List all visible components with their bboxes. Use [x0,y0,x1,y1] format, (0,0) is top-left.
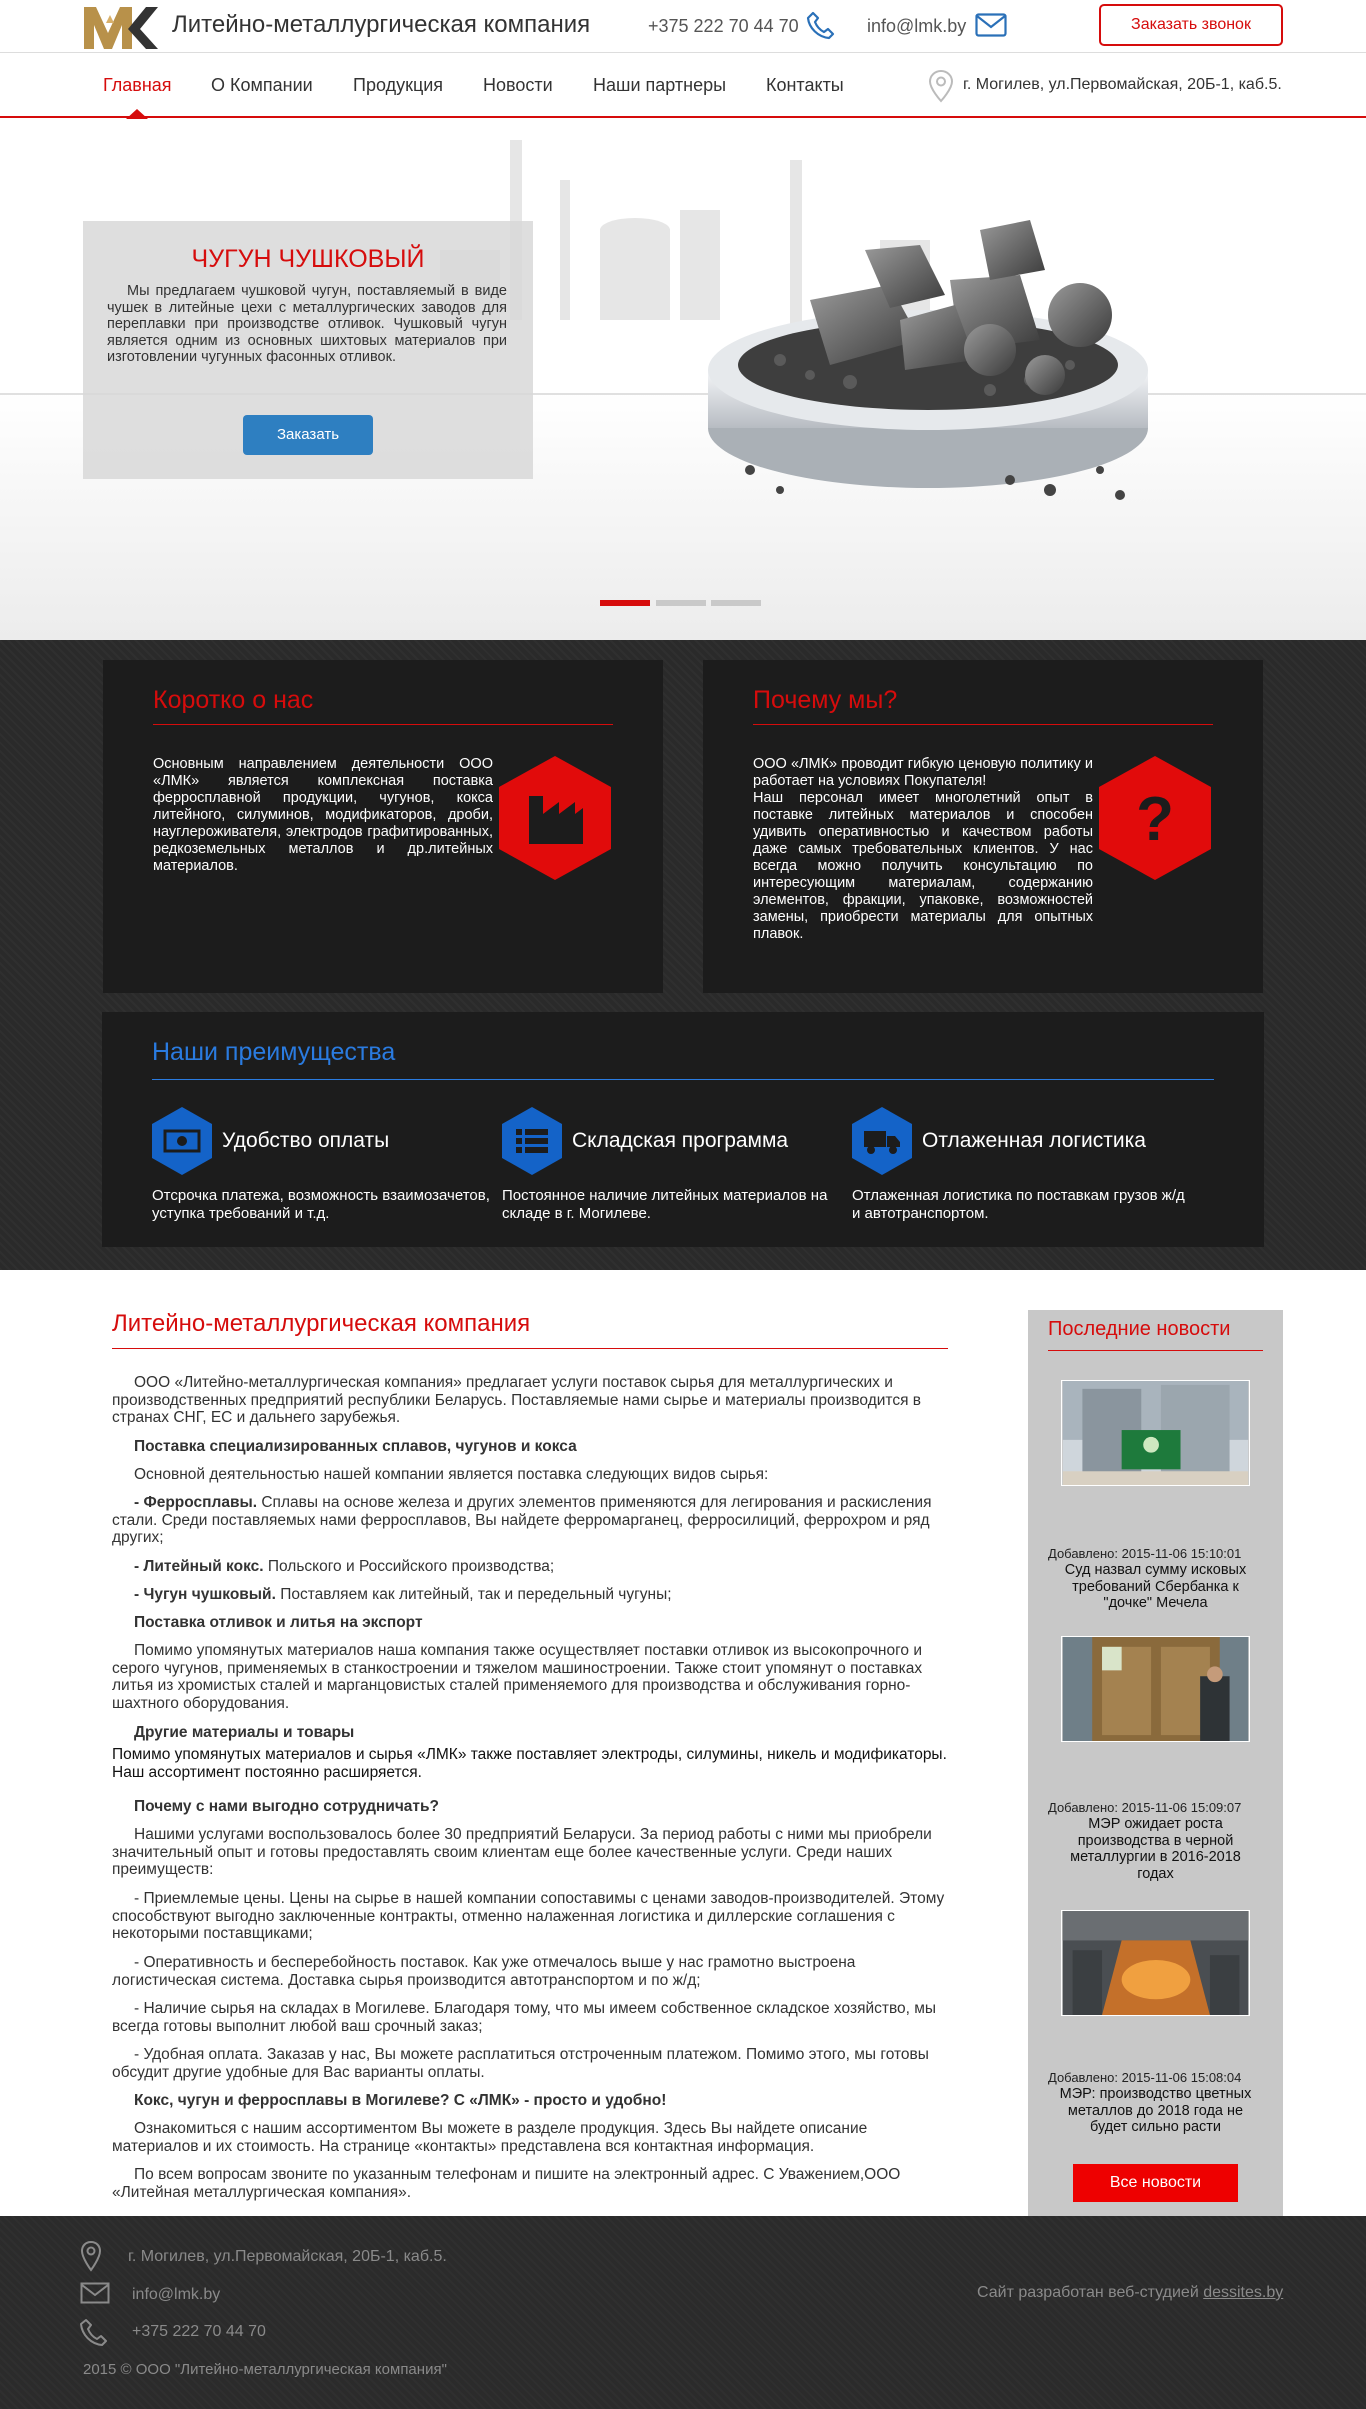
advantage-payment [152,1107,502,1227]
truck-icon [852,1107,912,1175]
article-supply-text: Основной деятельностью нашей компании является поставка следующих видов сырья: [134,1466,769,1483]
news-headline-3[interactable]: МЭР: производство цветных металлов до 2018 года не будет сильно расти [1059,2086,1252,2135]
advantage-logistics [852,1107,1202,1227]
pig-iron-product-image [690,190,1170,530]
why-us-divider [753,724,1213,725]
news-sidebar [1028,1310,1283,2216]
brand-name: Литейно-металлургическая компания [172,11,591,38]
news-image-1[interactable] [1061,1380,1250,1486]
article-divider [112,1348,948,1349]
nav-item-home[interactable]: Главная [103,75,172,95]
advantage-logistics-title: Отлаженная логистика [922,1129,1146,1152]
footer-mail-icon [80,2282,110,2304]
phone-icon [806,10,836,40]
footer-phone[interactable]: +375 222 70 44 70 [132,2323,266,2340]
item-pig-iron: - Чугун чушковый. Поставляем как литейный, так и передельный чугуны; [134,1586,672,1603]
top-bar [0,0,1366,52]
header-phone[interactable]: +375 222 70 44 70 [648,16,799,36]
about-title: Коротко о нас [153,686,314,714]
order-call-button[interactable]: Заказать звонок [1099,4,1283,46]
advantages-divider [152,1079,1214,1080]
news-divider [1048,1350,1263,1351]
slide-dot-3[interactable] [711,600,761,606]
advantages-title: Наши преимущества [152,1038,396,1066]
heading-other: Другие материалы и товары [134,1724,355,1741]
studio-link[interactable]: dessites.by [1203,2284,1284,2301]
order-button[interactable]: Заказать [243,415,373,455]
svg-text:?: ? [1136,785,1174,854]
footer-copyright: 2015 © ООО "Литейно-металлургическая компания" [83,2361,447,2378]
header-email[interactable]: info@lmk.by [867,16,967,36]
slide-title: ЧУГУН ЧУШКОВЫЙ [191,245,425,273]
question-icon [1099,756,1211,880]
article-intro: ООО «Литейно-металлургическая компания» предлагает услуги поставок сырья для металлургических и производственных предприятий республики Беларусь. Поставляемые нами сырье и материалы производится в странах СНГ, ЕС и дальнего зарубежья. [112,1374,922,1426]
header-address: г. Могилев, ул.Первомайская, 20Б-1, каб.5. [963,76,1282,93]
why-us-title: Почему мы? [753,686,898,714]
footer-phone-icon [80,2318,108,2346]
factory-icon [499,756,611,880]
news-headline-1[interactable]: Суд назвал сумму исковых требований Сбербанка к "дочке" Мечела [1064,1562,1247,1611]
mail-icon [975,13,1007,37]
advantage-warehouse [502,1107,852,1227]
nav-item-news[interactable]: Новости [483,75,553,95]
company-logo[interactable] [84,5,158,49]
advantage-payment-title: Удобство оплаты [222,1129,390,1152]
nav-item-contacts[interactable]: Контакты [766,75,844,95]
footer-address: г. Могилев, ул.Первомайская, 20Б-1, каб.5. [128,2248,447,2265]
advantages-card [102,1012,1264,1247]
article-why-text: Нашими услугами воспользовалось более 30 предприятий Беларуси. За период работы с ними мы приобрели значительный опыт и готовы предоставлять своим клиентам еще более качественные услуги. Среди наших преимуществ: [112,1826,932,1878]
nav-item-products[interactable]: Продукция [353,75,444,95]
news-date-1: Добавлено: 2015-11-06 15:10:01 [1048,1546,1242,1561]
article-contact-text: По всем вопросам звоните по указанным телефонам и пишите на электронный адрес. С Уважением,ООО «Литейная металлургическая компания». [112,2166,901,2201]
heading-supply: Поставка специализированных сплавов, чугунов и кокса [134,1438,577,1455]
heading-export: Поставка отливок и литья на экспорт [134,1614,423,1631]
slide-dot-2[interactable] [656,600,706,606]
nav-item-about[interactable]: О Компании [211,75,313,95]
slide-caption-box [83,221,533,479]
news-date-3: Добавлено: 2015-11-06 15:08:04 [1048,2070,1242,2085]
article-other-text: Помимо упомянутых материалов и сырья «ЛМК» также поставляет электроды, силумины, никель и модификаторы. Наш ассортимент постоянно расширяется. [112,1746,947,1781]
news-date-2: Добавлено: 2015-11-06 15:09:07 [1048,1800,1242,1815]
item-ferroalloys: - Ферросплавы. Сплавы на основе железа и других элементов применяются для легирования и раскисления стали. Среди поставляемых нами ферросплавов, Вы найдете ферромарганец, ферросилиций, феррохром и ряд других; [112,1494,932,1546]
about-divider [153,724,613,725]
advantage-payment-text: Отсрочка платежа, возможность взаимозачетов, уступка требований и т.д. [152,1187,490,1222]
benefit-prices: - Приемлемые цены. Цены на сырье в нашей компании сопоставимы с ценами заводов-производителей. Этому способствуют выгодно заключенные контракты, отменно налаженная логистика и диллерские соглашения с некоторыми поставщиками; [112,1890,945,1942]
advantage-logistics-text: Отлаженная логистика по поставкам грузов ж/д и автотранспортом. [852,1187,1185,1222]
active-nav-indicator [126,109,148,119]
advantage-warehouse-text: Постоянное наличие литейных материалов на складе в г. Могилеве. [502,1187,828,1222]
location-pin-icon [928,69,954,103]
about-card [103,660,663,993]
slide-dot-1[interactable] [600,600,650,606]
main-nav [0,52,1366,118]
footer-email[interactable]: info@lmk.by [132,2286,221,2303]
article-catalog-text: Ознакомиться с нашим ассортиментом Вы можете в разделе продукция. Здесь Вы найдете описание материалов и их стоимость. На странице «контакты» представлена вся контактная информация. [112,2120,868,2155]
benefit-payment: - Удобная оплата. Заказав у нас, Вы можете расплатиться отстроченным платежом. Помимо этого, мы готовы обсудит другие удобные для Вас варианты оплаты. [112,2046,929,2081]
benefit-speed: - Оперативность и бесперебойность поставок. Как уже отмечалось выше у нас грамотно выстроена логистическая система. Доставка сырья производится автотранспортом и по ж/д; [112,1954,856,1989]
nav-item-partners[interactable]: Наши партнеры [593,75,727,95]
benefit-stock: - Наличие сырья на складах в Могилеве. Благодаря тому, что мы имеем собственное складское хозяйство, мы всегда готовы выполнит любой ваш срочный заказ; [112,2000,937,2035]
footer [0,2216,1366,2409]
why-us-text: ООО «ЛМК» проводит гибкую ценовую политику и работает на условиях Покупателя! Наш персонал имеет многолетний опыт в поставке литейных материалов и способен удивить оперативностью и качеством работы даже самых требовательных клиентов. У нас всегда можно получить консультацию по интересующим материалам, содержанию элементов, фракции, упаковке, возможностей замены, приобрести материалы для опытных плавок. [753,756,1093,942]
list-icon [502,1107,562,1175]
news-headline-2[interactable]: МЭР ожидает роста производства в черной металлургии в 2016-2018 годах [1070,1816,1241,1882]
item-coke: - Литейный кокс. Польского и Российского производства; [134,1558,555,1575]
why-us-card [703,660,1263,993]
footer-location-icon [80,2240,102,2272]
news-image-3[interactable] [1061,1910,1250,2016]
heading-why: Почему с нами выгодно сотрудничать? [134,1798,440,1815]
advantage-warehouse-title: Складская программа [572,1129,789,1152]
article-export-text: Помимо упомянутых материалов наша компания также осуществляет поставки отливок из высокопрочного и серого чугунов, применяемых в станкостроении и тяжелом машиностроении. Также стоит упомянут о поставках литья из хромистых сталей и марганцовистых сталей применяемого для производства и обслуживания горно-шахтного оборудования. [112,1642,923,1712]
news-title: Последние новости [1048,1318,1231,1340]
all-news-button[interactable]: Все новости [1073,2164,1238,2202]
slide-text: Мы предлагаем чушковой чугун, поставляемый в виде чушек в литейные цехи с металлургических заводов для переплавки при производстве отливок. Чушковый чугун является одним из основных шихтовых материалов при изготовлении чугунных фасонных отливок. [107,283,507,365]
footer-credit: Сайт разработан веб-студией dessites.by [977,2284,1284,2301]
hero-slider [0,120,1366,640]
heading-slogan: Кокс, чугун и ферросплавы в Могилеве? С «ЛМК» - просто и удобно! [134,2092,667,2109]
about-text: Основным направлением деятельности ООО «ЛМК» является комплексная поставка ферросплавной продукции, чугунов, кокса литейного, силуминов, модификаторов, дроби, науглероживателя, электродов графитированных, редкоземельных металлов и др.литейных материалов. [153,756,493,874]
money-icon [152,1107,212,1175]
article-title: Литейно-металлургическая компания [112,1310,531,1337]
news-image-2[interactable] [1061,1636,1250,1742]
